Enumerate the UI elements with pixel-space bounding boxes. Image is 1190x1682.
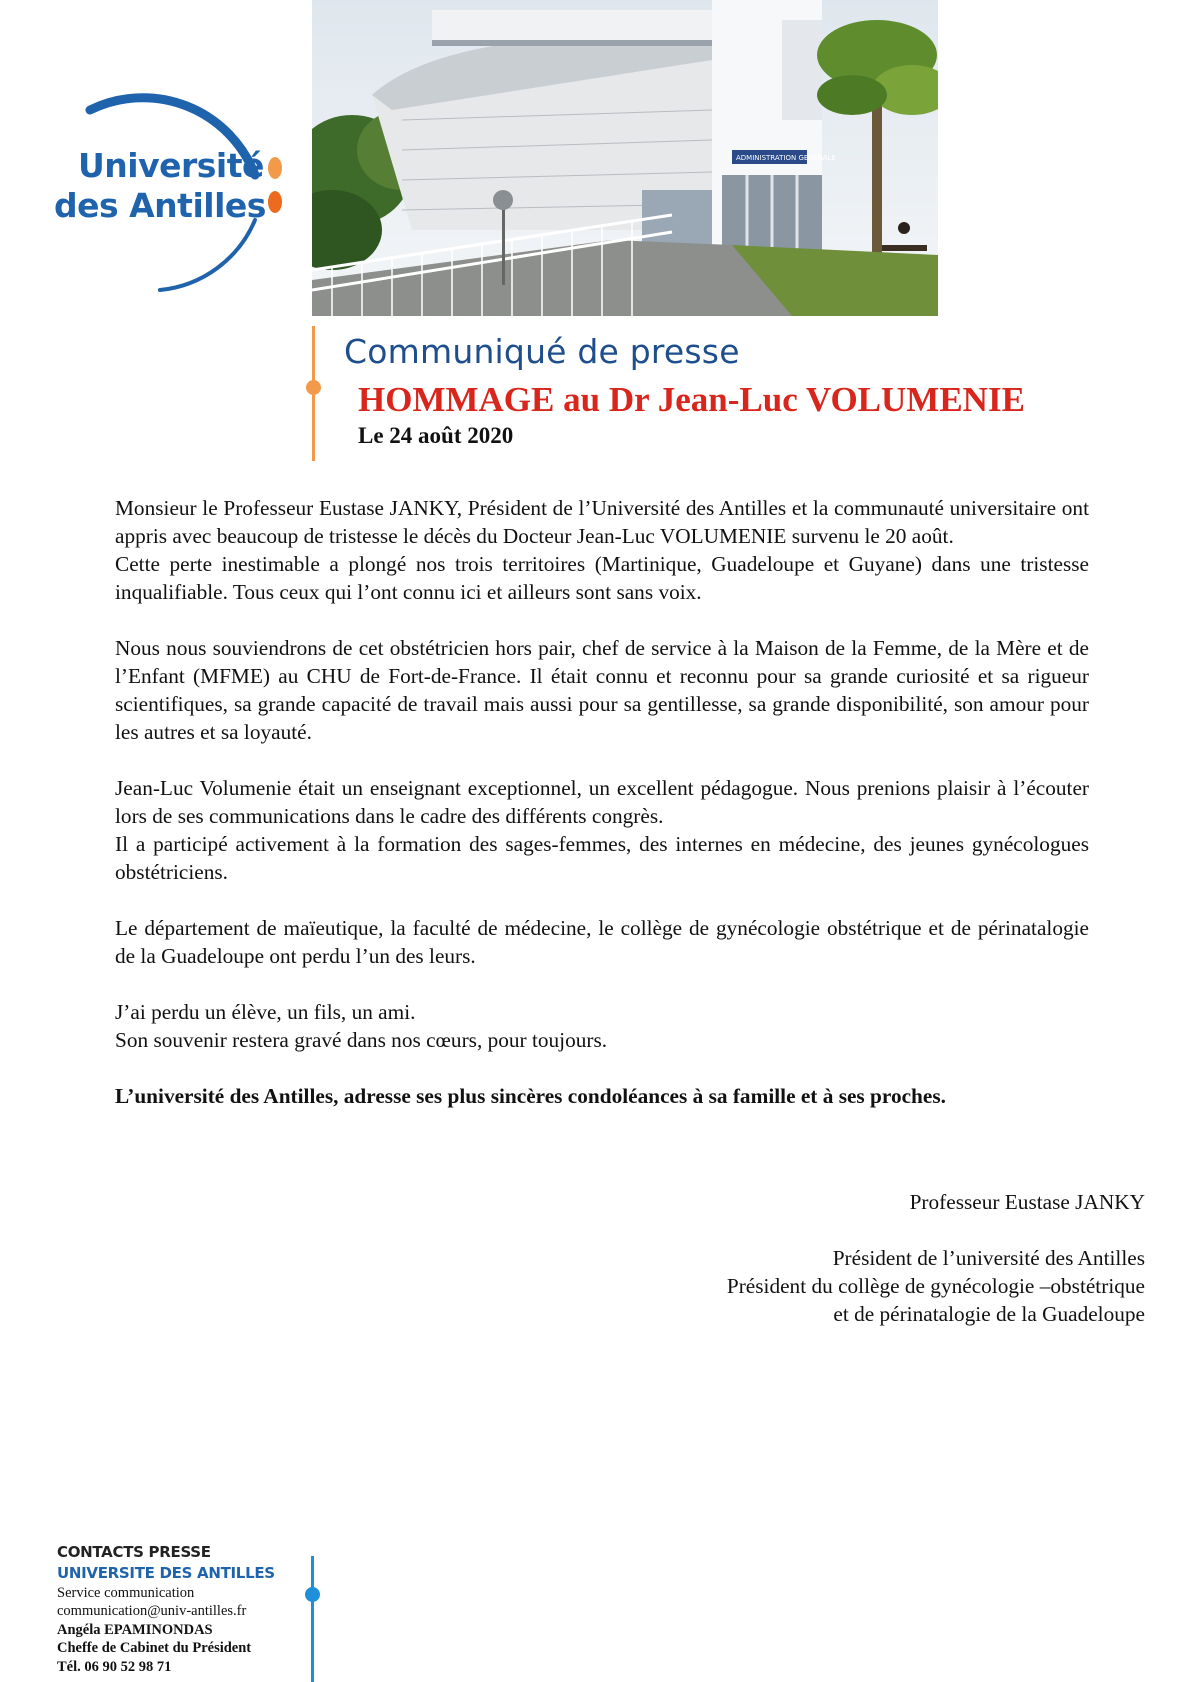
paragraph: Cette perte inestimable a plongé nos trois territoires (Martinique, Guadeloupe et Guyane) dans une tristesse inqualifiable. Tous ceux qui l’ont connu ici et ailleurs sont sans voix. xyxy=(115,552,1089,604)
contact-role: Cheffe de Cabinet du Président xyxy=(57,1640,252,1657)
body-text xyxy=(115,494,1089,1110)
paragraph: Monsieur le Professeur Eustase JANKY, Président de l’Université des Antilles et la communauté universitaire ont appris avec beaucoup de tristesse le décès du Docteur Jean-Luc VOLUMENIE survenu le 20 août. xyxy=(115,496,1089,548)
logo-wordmark xyxy=(54,146,266,226)
contact-person: Angéla EPAMINONDAS xyxy=(57,1621,213,1638)
contact-service: Service communication xyxy=(57,1585,195,1601)
footer-accent-bar xyxy=(311,1556,314,1682)
building-photo xyxy=(312,0,938,316)
paragraph: Nous nous souviendrons de cet obstétricien hors pair, chef de service à la Maison de la Femme, de la Mère et de l’Enfant (MFME) au CHU de Fort-de-France. Il était connu et reconnu pour sa grande curiosité et sa rigueur scientifiques, sa grande capacité de travail mais aussi pour sa gentillesse, sa grande disponibilité, son amour pour les autres et sa loyauté. xyxy=(115,636,1089,744)
signatory-role: Président de l’université des Antilles xyxy=(832,1246,1145,1270)
document-type: Communiqué de presse xyxy=(344,332,740,371)
contacts-title: CONTACTS PRESSE xyxy=(57,1543,211,1561)
paragraph: J’ai perdu un élève, un fils, un ami. xyxy=(115,1000,416,1024)
paragraph: Il a participé activement à la formation des sages-femmes, des internes en médecine, des jeunes gynécologues obstétriciens. xyxy=(115,832,1089,884)
condolences-statement: L’université des Antilles, adresse ses plus sincères condoléances à sa famille et à ses proches. xyxy=(115,1084,946,1108)
signatory-role: et de périnatalogie de la Guadeloupe xyxy=(833,1302,1145,1326)
signature-block xyxy=(560,1188,1145,1328)
footer-accent-dot xyxy=(305,1587,320,1602)
press-release-date: Le 24 août 2020 xyxy=(358,423,514,448)
photo-sign: ADMINISTRATION GENERALE xyxy=(736,154,836,162)
title-accent-dot xyxy=(306,380,321,395)
paragraph: Jean-Luc Volumenie était un enseignant exceptionnel, un excellent pédagogue. Nous prenions plaisir à l’écouter lors de ses communications dans le cadre des différents congrès. xyxy=(115,776,1089,828)
headline: HOMMAGE au Dr Jean-Luc VOLUMENIE xyxy=(358,380,1025,419)
signatory-name: Professeur Eustase JANKY xyxy=(909,1190,1145,1214)
university-logo xyxy=(50,80,290,295)
logo-line-1: Université xyxy=(78,146,264,185)
contact-email[interactable]: communication@univ-antilles.fr xyxy=(57,1603,247,1620)
paragraph: Son souvenir restera gravé dans nos cœurs, pour toujours. xyxy=(115,1028,608,1052)
logo-line-2: des Antilles xyxy=(54,186,266,225)
signatory-role: Président du collège de gynécologie –obstétrique xyxy=(726,1274,1145,1298)
contacts-subtitle: UNIVERSITE DES ANTILLES xyxy=(57,1564,275,1582)
contact-phone: Tél. 06 90 52 98 71 xyxy=(57,1658,172,1675)
press-contacts xyxy=(57,1542,275,1676)
paragraph: Le département de maïeutique, la faculté de médecine, le collège de gynécologie obstétrique et de périnatalogie de la Guadeloupe ont perdu l’un des leurs. xyxy=(115,916,1089,968)
